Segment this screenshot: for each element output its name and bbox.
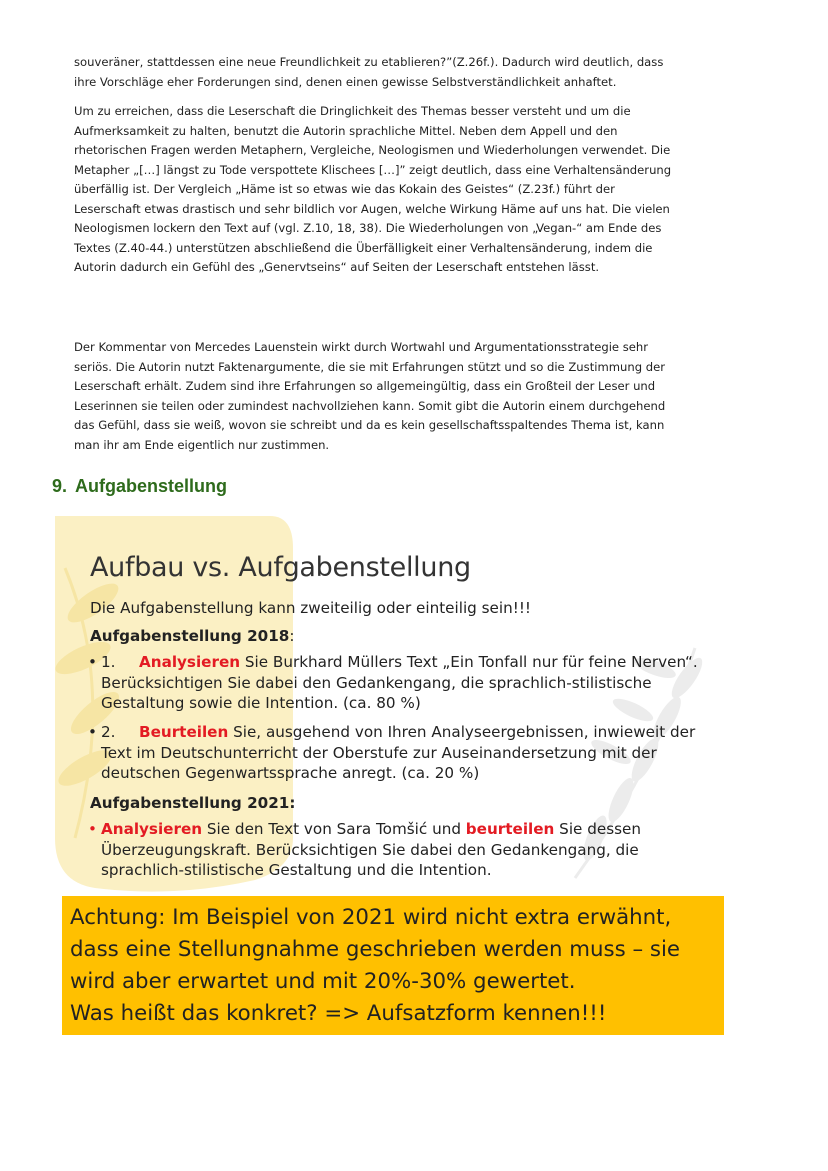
bullet-icon: •: [88, 653, 97, 671]
body-paragraph-2: Um zu erreichen, dass die Leserschaft die Dringlichkeit des Themas besser versteht und um die Aufmerksamkeit zu halten, benutzt die Autorin sprachliche Mittel. Neben dem Appell und den rhetorischen Fragen werden Metaphern, Vergleiche, Neologismen und Wiederholungen verwendet. Die Metapher „[…] längst zu Tode verspottete Klischees […]” zeigt deutlich, dass eine Verhaltensänderung überfällig ist. Der Vergleich „Häme ist so etwas wie das Kokain des Geistes“ (Z.23f.) führt der Leserschaft etwas drastisch und sehr bildlich vor Augen, welche Wirkung Häme auf uns hat. Die vielen Neologismen lockern den Text auf (vgl. Z.10, 18, 38). Die Wiederholungen von „Vegan-“ am Ende des Textes (Z.40-44.) unterstützen abschließend die Überfälligkeit einer Verhaltensänderung, indem die Autorin dadurch ein Gefühl des „Genervtseins“ auf Seiten der Leserschaft entstehen lässt.: [74, 104, 672, 274]
warning-line-3: wird aber erwartet und mit 20%-30% gewertet.: [70, 969, 576, 994]
item-number: 2.: [101, 723, 116, 741]
heading-2021: Aufgabenstellung 2021:: [90, 794, 296, 812]
heading-2018-text: Aufgabenstellung 2018: [90, 627, 290, 645]
item-text: Sie Burkhard Müllers Text „Ein Tonfall nur für feine Nerven“. Berücksichtigen Sie dabei den Gedankengang, die sprachlich-stilistische Gestaltung sowie die Intention. (ca. 80 %): [101, 653, 698, 712]
task-item-2021: [88, 819, 708, 881]
keyword-analysieren: Analysieren: [101, 820, 203, 838]
warning-line-2: dass eine Stellungnahme geschrieben werden muss – sie: [70, 937, 681, 962]
body-paragraph-1: souveräner, stattdessen eine neue Freundlichkeit zu etablieren?”(Z.26f.). Dadurch wird deutlich, dass ihre Vorschläge eher Forderungen sind, denen einen gewisse Selbstverständlichkeit anhaftet.: [74, 55, 664, 89]
keyword-beurteilen: beurteilen: [465, 820, 555, 838]
item-text: Sie, ausgehend von Ihren Analyseergebnissen, inwieweit der Text im Deutschunterricht der Oberstufe zur Auseinandersetzung mit der deutschen Gegenwartssprache anregt. (ca. 20 %): [101, 723, 696, 782]
bullet-icon: •: [88, 723, 97, 741]
slide-title: Aufbau vs. Aufgabenstellung: [90, 552, 471, 583]
item-text-1: Sie den Text von Sara Tomšić und: [202, 820, 466, 838]
bullet-icon: •: [88, 820, 97, 838]
keyword-analysieren: Analysieren: [139, 653, 241, 671]
body-paragraph-3: Der Kommentar von Mercedes Lauenstein wirkt durch Wortwahl und Argumentationsstrategie sehr seriös. Die Autorin nutzt Faktenargumente, die sie mit Erfahrungen stützt und so die Zustimmung der Leserschaft erhält. Zudem sind ihre Erfahrungen so allgemeingültig, dass ein Großteil der Leser und Leserinnen sie teilen oder zumindest nachvollziehen kann. Somit gibt die Autorin einem durchgehend das Gefühl, dass sie weiß, wovon sie schreibt und da es kein gesellschaftsspaltendes Thema ist, kann man ihr am Ende eigentlich nur zustimmen.: [74, 340, 666, 452]
item-number: 1.: [101, 653, 116, 671]
heading-2018-colon: :: [289, 627, 295, 645]
task-item-2018-2: [88, 722, 708, 784]
section-number: 9.: [52, 476, 68, 496]
section-heading: [52, 476, 227, 497]
warning-line-4: Was heißt das konkret? => Aufsatzform kennen!!!: [70, 1001, 607, 1026]
section-title: Aufgabenstellung: [75, 476, 228, 496]
slide-intro: Die Aufgabenstellung kann zweiteilig oder einteilig sein!!!: [90, 599, 532, 617]
warning-box: [62, 896, 724, 1035]
task-item-2018-1: [88, 652, 708, 714]
heading-2018: [90, 626, 294, 647]
keyword-beurteilen: Beurteilen: [139, 723, 229, 741]
warning-line-1: Achtung: Im Beispiel von 2021 wird nicht extra erwähnt,: [70, 905, 672, 930]
item-text-2: Sie dessen Überzeugungskraft. Berücksichtigen Sie dabei den Gedankengang, die sprachlich-stilistische Gestaltung und die Intention.: [101, 820, 641, 879]
